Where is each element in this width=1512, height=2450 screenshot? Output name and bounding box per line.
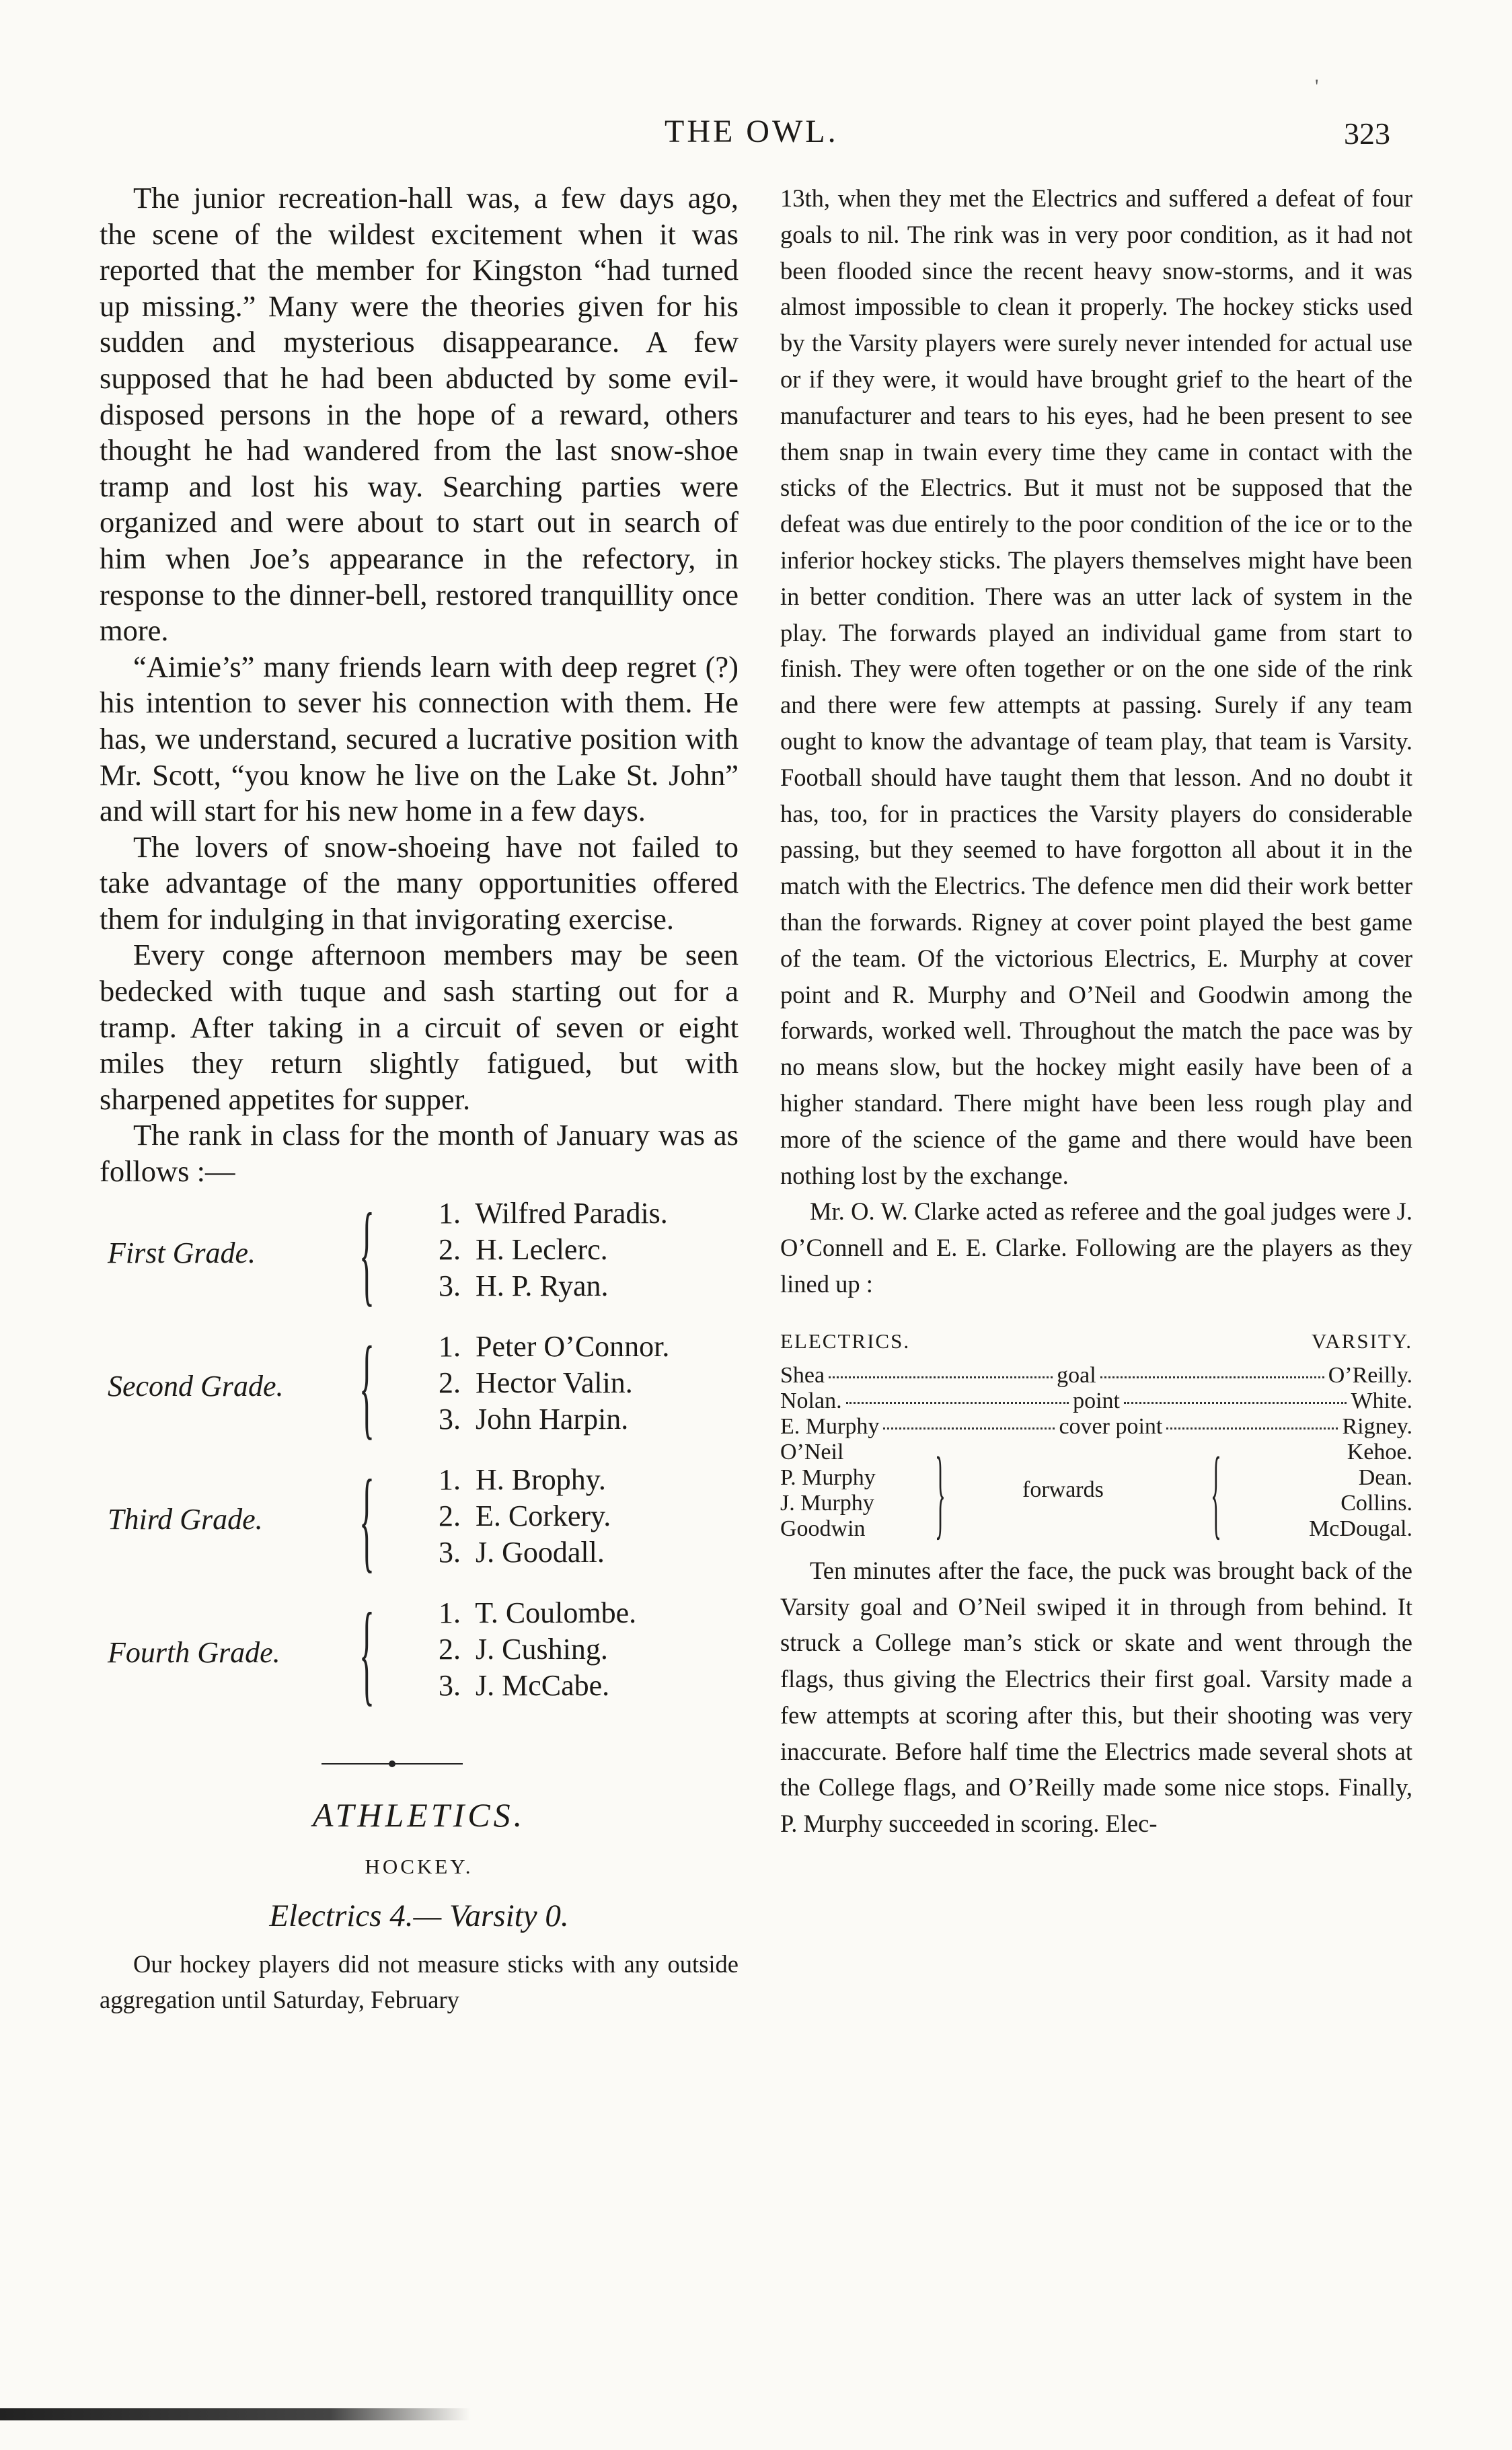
paragraph-play-by-play: Ten minutes after the face, the puck was brought back of the Varsity goal and O’Neil swiped it in through from behind. It struck a College man’s stick or skate and went through the flags, thus giving the Electrics their first goal. Varsity made a few attempts at scoring after this, but their shooting was very inaccurate. Before half time the Electrics made several shots at the College flags, and O’Reilly made some nice stops. Finally, P. Murphy succeeded in scoring. Elec- — [780, 1556, 1412, 1838]
paragraph-aimie: “Aimie’s” many friends learn with deep regret (?) his intention to sever his connection with them. He has, we understand, secured a lucrative position with Mr. Scott, “you know he live on the Lake St. John” and will start for his new home in a few days. — [100, 649, 739, 828]
match-score-heading: Electrics 4.— Varsity 0. — [269, 1898, 569, 1933]
paragraph-hockey-intro: Our hockey players did not measure sticks with any outside aggregation until Saturday, February — [100, 1950, 739, 2013]
brace: } — [935, 1436, 946, 1549]
rank-item: 3. H. P. Ryan. — [439, 1269, 609, 1302]
varsity-forwards: Kehoe. Dean. Collins. McDougal. — [1309, 1439, 1412, 1541]
grade-block — [100, 1456, 739, 1595]
lineup-row: E. Murphy cover point Rigney. — [780, 1413, 1412, 1439]
class-rank-list — [100, 1189, 739, 1728]
brace: { — [359, 1323, 375, 1450]
divider-ornament — [389, 1760, 395, 1767]
team-varsity: VARSITY. — [1311, 1329, 1412, 1353]
team-electrics: ELECTRICS. — [780, 1329, 911, 1353]
page-number: 323 — [1344, 116, 1390, 151]
grade-block — [100, 1189, 739, 1329]
subheading-hockey: HOCKEY. — [365, 1854, 474, 1878]
rank-item: 2. J. Cushing. — [439, 1632, 608, 1666]
brace: { — [359, 1189, 375, 1316]
brace: { — [1211, 1436, 1221, 1549]
paragraph-officials: Mr. O. W. Clarke acted as referee and the goal judges were J. O’Connell and E. E. Clarke. Following are the players as they lined up : — [780, 1197, 1412, 1298]
section-divider — [322, 1763, 463, 1765]
grade-name: Third Grade. — [108, 1502, 263, 1536]
rank-item: 1. Wilfred Paradis. — [439, 1196, 668, 1230]
grade-name: Second Grade. — [108, 1369, 284, 1403]
rank-item: 3. John Harpin. — [439, 1402, 629, 1436]
rank-item: 2. H. Leclerc. — [439, 1232, 608, 1266]
rank-item: 1. H. Brophy. — [439, 1462, 606, 1496]
paragraph-missing-member: The junior recreation-hall was, a few days ago, the scene of the wildest excitement when it was reported that the member for Kingston “had turned up missing.” Many were the theories given for his sudden and mysterious disappearance. A few supposed that he had been abducted by some evil-disposed persons in the hope of a reward, others thought he had wandered from the last snow-shoe tramp and lost his way. Searching parties were organized and were about to start out in search of him when Joe’s appearance in the refectory, in response to the dinner-bell, restored tranquillity once more. — [100, 181, 739, 648]
right-column — [780, 180, 1412, 1842]
brace: { — [359, 1456, 375, 1583]
rank-item: 1. Peter O’Connor. — [439, 1329, 670, 1363]
scan-edge-bar — [0, 2408, 471, 2420]
grade-block — [100, 1589, 739, 1728]
rank-item: 3. J. Goodall. — [439, 1535, 605, 1569]
rank-item: 3. J. McCabe. — [439, 1668, 610, 1702]
team-lineup — [780, 1329, 1413, 1549]
rank-item: 1. T. Coulombe. — [439, 1596, 637, 1629]
rank-item: 2. E. Corkery. — [439, 1499, 611, 1532]
stray-mark: ' — [1315, 75, 1319, 98]
electrics-forwards: O’Neil P. Murphy J. Murphy Goodwin — [780, 1439, 876, 1541]
running-header — [0, 113, 1512, 167]
paragraph-snowshoeing: The lovers of snow-shoeing have not failed to take advantage of the many opportunities offered them for indulging in that invigorating exercise. — [100, 829, 739, 936]
left-column — [100, 180, 739, 2017]
section-heading-athletics: ATHLETICS. — [312, 1795, 526, 1834]
forwards-label: forwards — [1022, 1477, 1104, 1502]
grade-name: First Grade. — [108, 1236, 256, 1269]
journal-title: THE OWL. — [665, 114, 839, 149]
forwards-block — [780, 1436, 1412, 1549]
lineup-row: Nolan. point White. — [780, 1388, 1413, 1413]
paragraph-rank-intro: The rank in class for the month of January was as follows :— — [100, 1118, 739, 1189]
brace: { — [359, 1589, 375, 1716]
lineup-header — [780, 1329, 1412, 1353]
grade-name: Fourth Grade. — [108, 1635, 280, 1669]
paragraph-conge: Every conge afternoon members may be seen bedecked with tuque and sash starting out for a tramp. After taking in a circuit of seven or eight miles they return slightly fatigued, but with sharpened appetites for supper. — [100, 938, 739, 1116]
lineup-row: Shea goal O’Reilly. — [780, 1362, 1413, 1388]
paragraph-match-report: 13th, when they met the Electrics and suffered a defeat of four goals to nil. The rink was in very poor condition, as it had not been flooded since the recent heavy snow-storms, and it was almost impossible to clean it properly. The hockey sticks used by the Varsity players were surely never intended for actual use or if they were, it would have brought grief to the heart of the manufacturer and tears to his eyes, had he been present to see them snap in twain every time they came in contact with the sticks of the Electrics. But it must not be supposed that the defeat was due entirely to the poor condition of the ice or to the inferior hockey sticks. The players themselves might have been in better condition. There was an utter lack of system in the play. The forwards played an individual game from start to finish. They were often together or on the one side of the rink and there were few attempts at passing. Surely if any team ought to know the advantage of team play, that team is Varsity. Football should have taught them that lesson. And no doubt it has, too, for in practices the Varsity players do considerable passing, but they seemed to have forgotton all about it in the match with the Electrics. The defence men did their work better than the forwards. Rigney at cover point played the best game of the team. Of the victorious Electrics, E. Murphy at cover point and R. Murphy and O’Neil and Goodwin among the forwards, worked well. Throughout the match the pace was by no means slow, but the hockey might easily have been of a higher standard. There might have been less rough play and more of the science of the game and there would have been nothing lost by the exchange. — [780, 184, 1412, 1189]
grade-block — [100, 1323, 739, 1462]
rank-item: 2. Hector Valin. — [439, 1366, 633, 1399]
